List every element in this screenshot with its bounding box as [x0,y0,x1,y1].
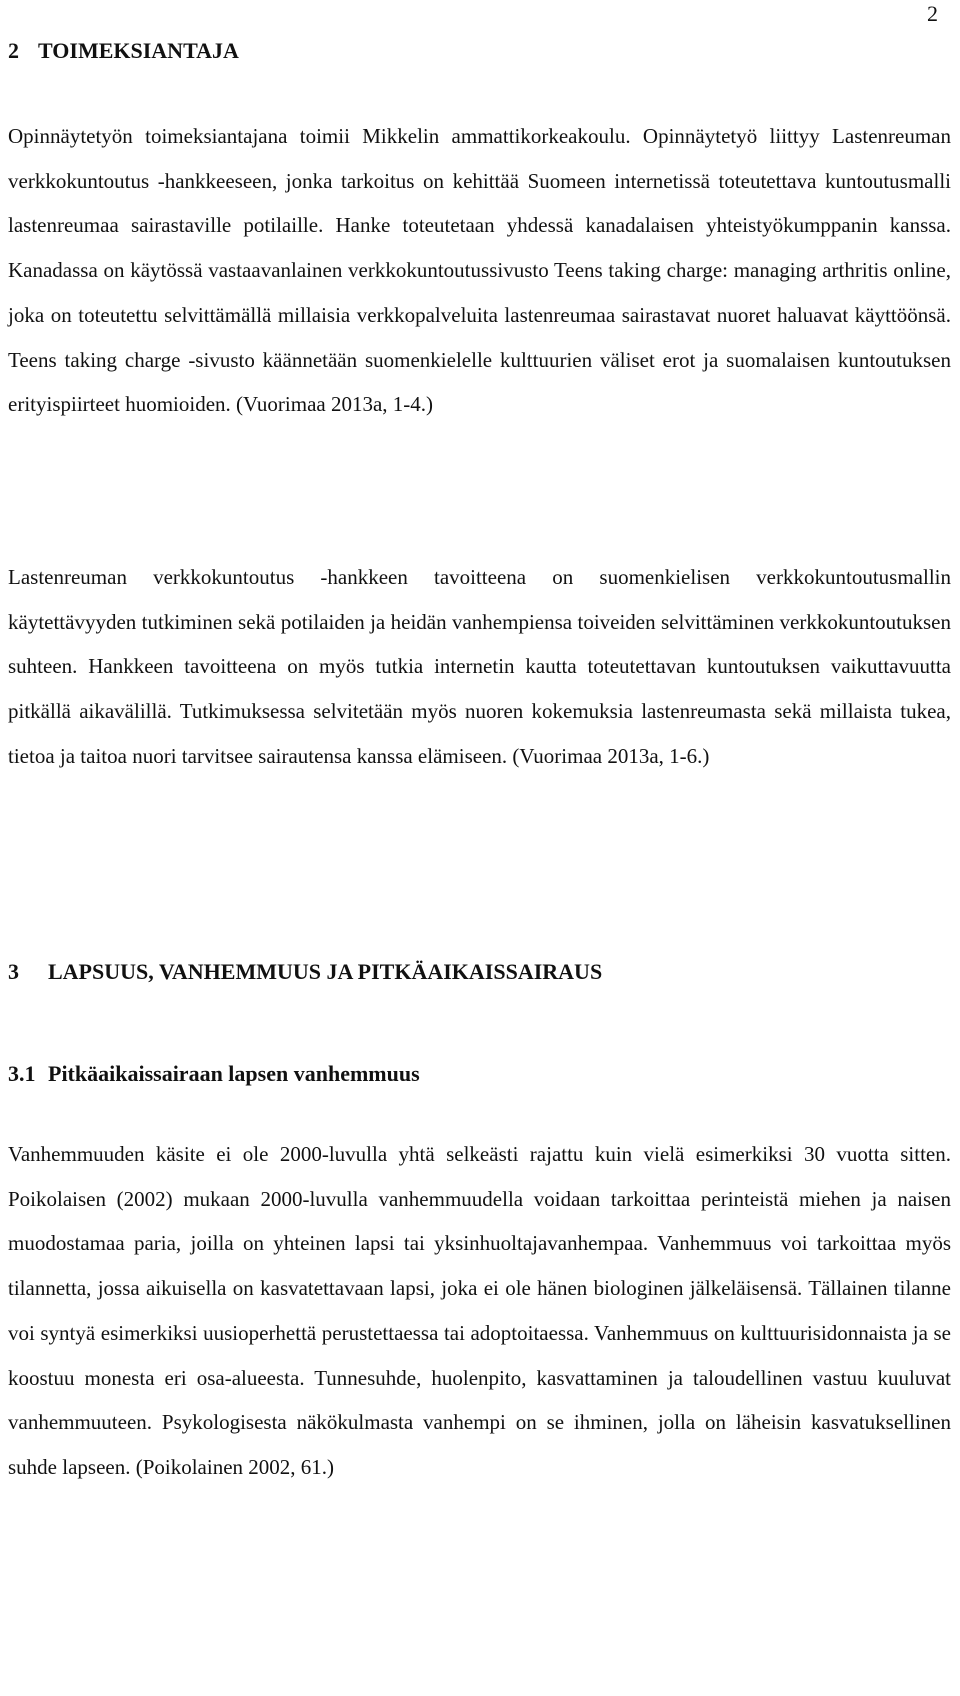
subsection-number: 3.1 [8,1061,36,1086]
section-number: 2 [8,38,19,63]
page-number: 2 [927,1,938,26]
paragraph-commissioner: Opinnäytetyön toimeksiantajana toimii Mikkelin ammattikorkeakoulu. Opinnäytetyö liittyy Lastenreuman verkkokuntoutus -hankkeeseen, jonka tarkoitus on kehittää Suomeen internetissä toteutettava kuntoutusmalli lastenreumaa sairastaville potilaille. Hanke toteutetaan yhdessä kanadalaisen yhteistyökumppanin kanssa. Kanadassa on käytössä vastaavanlainen verkkokuntoutussivusto Teens taking charge: managing arthritis online, joka on toteutettu selvittämällä millaisia verkkopalveluita lastenreumaa sairastavat nuoret haluavat käyttöönsä. Teens taking charge -sivusto käännetään suomenkielelle kulttuurien väliset erot ja suomalaisen kuntoutuksen erityispiirteet huomioiden. (Vuorimaa 2013a, 1-4.) [8,124,951,417]
section-title: TOIMEKSIANTAJA [38,38,239,63]
section-number: 3 [8,959,19,984]
paragraph-project-goals: Lastenreuman verkkokuntoutus -hankkeen tavoitteena on suomenkielisen verkkokuntoutusmallin käytettävyyden tutkiminen sekä potilaiden ja heidän vanhempiensa toiveiden selvittäminen verkkokuntoutuksen suhteen. Hankkeen tavoitteena on myös tutkia internetin kautta toteutettavan kuntoutuksen vaikuttavuutta pitkällä aikavälillä. Tutkimuksessa selvitetään myös nuoren kokemuksia lastenreumasta sekä millaista tukea, tietoa ja taitoa nuori tarvitsee sairautensa kanssa elämiseen. (Vuorimaa 2013a, 1-6.) [8,565,951,768]
section-heading-2 [8,37,239,65]
subsection-heading-3-1 [8,1060,420,1088]
section-title: LAPSUUS, VANHEMMUUS JA PITKÄAIKAISSAIRAUS [48,959,603,984]
paragraph-parenthood: Vanhemmuuden käsite ei ole 2000-luvulla yhtä selkeästi rajattu kuin vielä esimerkiksi 30 vuotta sitten. Poikolaisen (2002) mukaan 2000-luvulla vanhemmuudella voidaan tarkoittaa perinteistä miehen ja naisen muodostamaa paria, joilla on yhteinen lapsi tai yksinhuoltajavanhempaa. Vanhemmuus voi tarkoittaa myös tilannetta, jossa aikuisella on kasvatettavaan lapsi, joka ei ole hänen biologinen jälkeläisensä. Tällainen tilanne voi syntyä esimerkiksi uusioperhettä perustettaessa tai adoptoitaessa. Vanhemmuus on kulttuurisidonnaista ja se koostuu monesta eri osa-alueesta. Tunnesuhde, huolenpito, kasvattaminen ja taloudellinen vastuu kuuluvat vanhemmuuteen. Psykologisesta näkökulmasta vanhempi on se ihminen, jolla on läheisin kasvatuksellinen suhde lapseen. (Poikolainen 2002, 61.) [8,1142,951,1479]
section-heading-3 [8,958,602,986]
subsection-title: Pitkäaikaissairaan lapsen vanhemmuus [48,1061,420,1086]
